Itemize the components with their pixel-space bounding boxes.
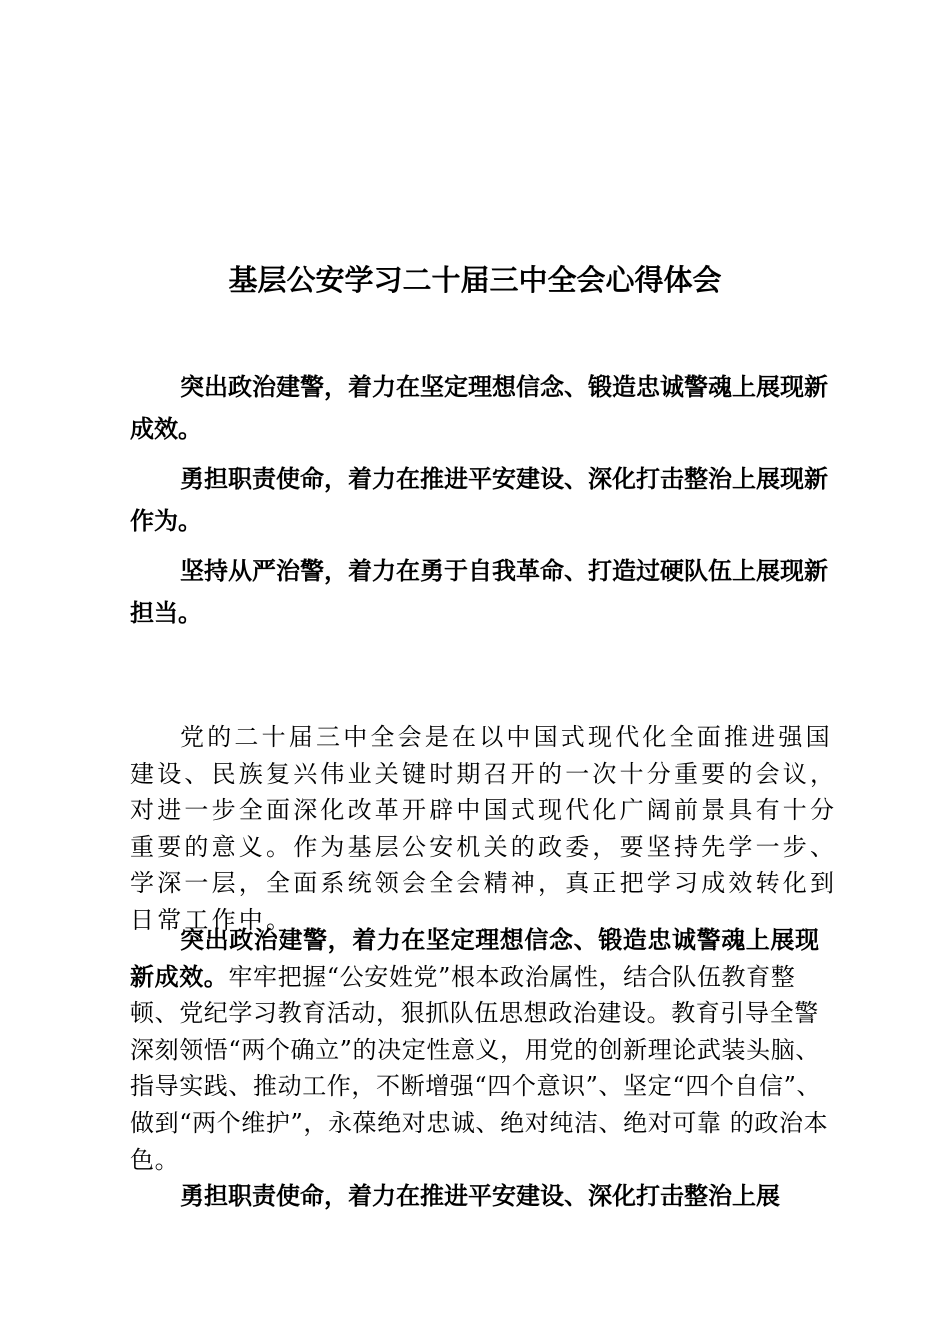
section-2-heading: 勇担职责使命，着力在推进平安建设、深化打击整治上展 [180,1181,780,1210]
document-title: 基层公安学习二十届三中全会心得体会 [228,263,722,297]
summary-point-2: 勇担职责使命，着力在推进平安建设、深化打击整治上展现新作为。 [130,464,828,535]
section-1-heading: 突出政治建警，着力在坚定理想信念、锻造忠诚警魂上展现新成效。 [130,925,820,991]
summary-point-3: 坚持从严治警，着力在勇于自我革命、打造过硬队伍上展现新担当。 [130,556,828,627]
section-1-paragraph [130,922,835,1178]
section-1-body: 牢牢把握“公安姓党”根本政治属性，结合队伍教育整顿、党纪学习教育活动，狠抓队伍思想政治建设。教育引导全警深刻领悟“两个确立”的决定性意义，用党的创新理论武装头脑、指导实践、推动工作，不断增强“四个意识”、坚定“四个自信”、做到“两个维护”，永葆绝对忠诚、绝对纯洁、绝对可靠 的政治本色。 [130,962,829,1174]
intro-paragraph: 党的二十届三中全会是在以中国式现代化全面推进强国建设、民族复兴伟业关键时期召开的一次十分重要的会议，对进一步全面深化改革开辟中国式现代化广阔前景具有十分重要的意义。作为基层公安机关的政委，要坚持先学一步、学深一层，全面系统领会全会精神，真正把学习成效转化到日常工作中。 [130,723,838,934]
summary-point-1: 突出政治建警，着力在坚定理想信念、锻造忠诚警魂上展现新成效。 [130,372,828,443]
